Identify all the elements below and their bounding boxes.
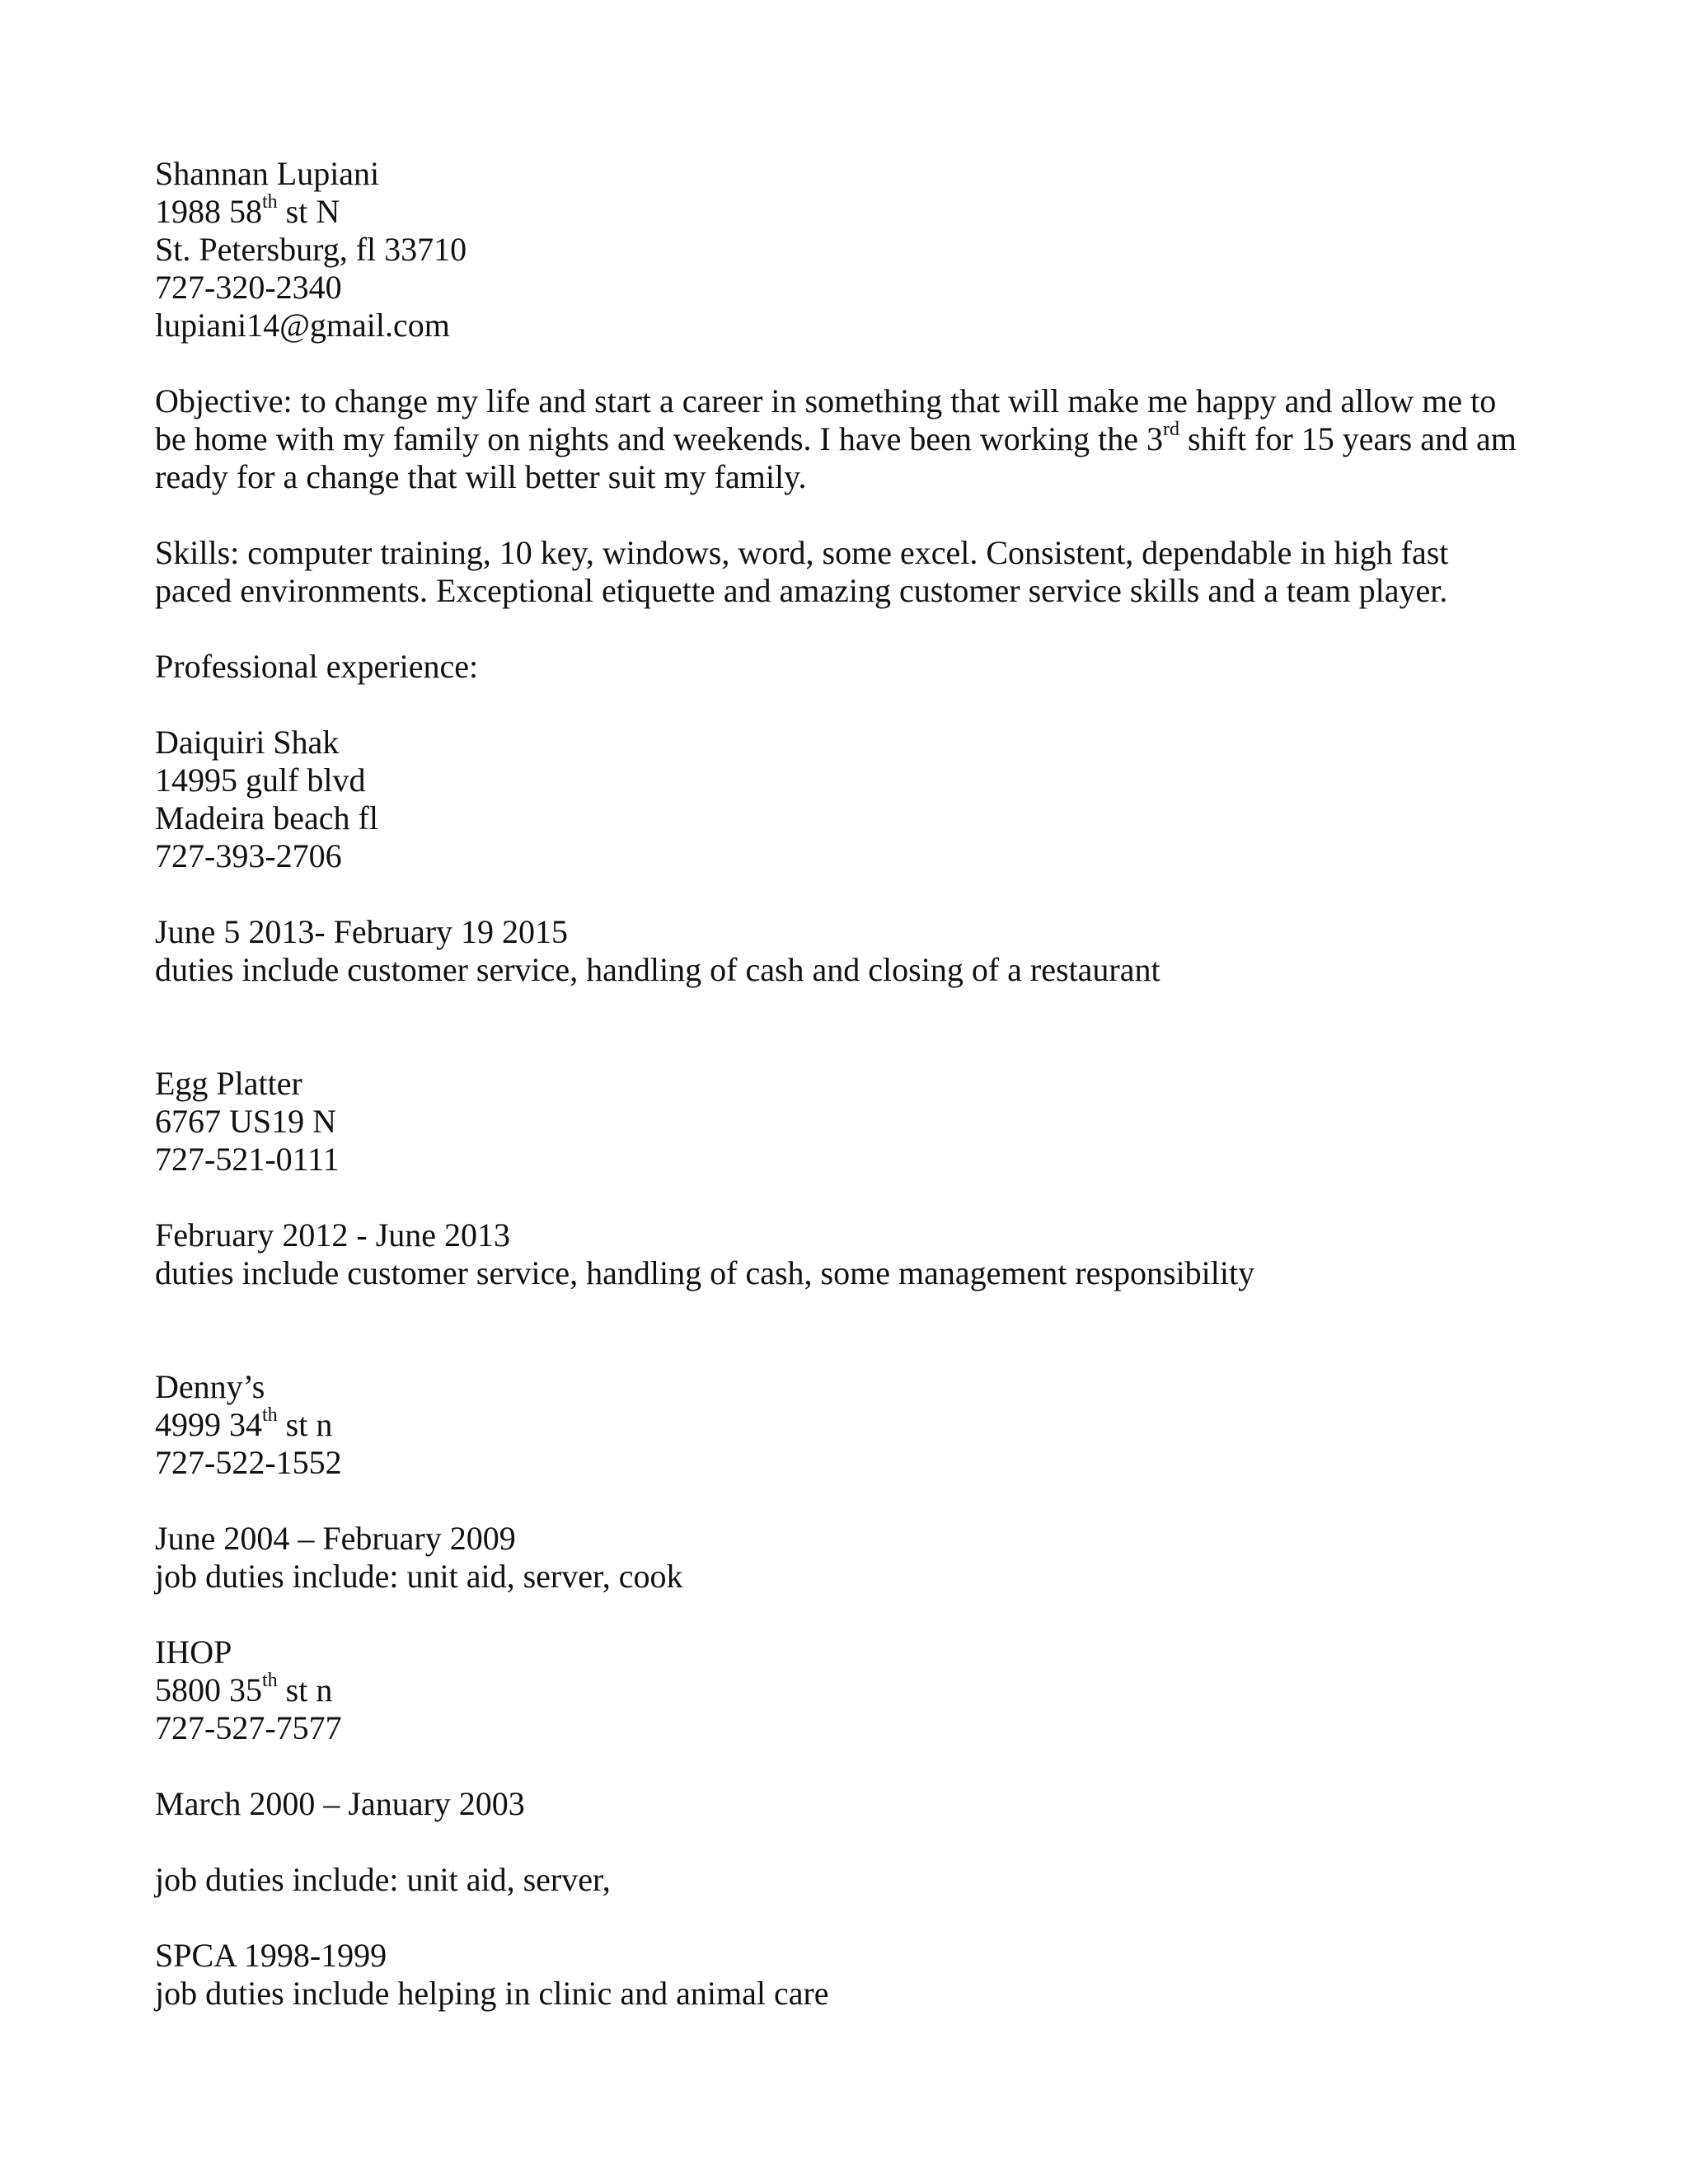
job-employer: SPCA 1998-1999 — [155, 1937, 387, 1974]
objective-line-1: Objective: to change my life and start a career in something that will make me happy and allow me to — [155, 382, 1497, 419]
job-address — [155, 1671, 1556, 1709]
resume-content — [155, 155, 1556, 2013]
job-dates: March 2000 – January 2003 — [155, 1785, 525, 1822]
job-phone: 727-393-2706 — [155, 837, 342, 874]
job-duties: job duties include: unit aid, server, cook — [155, 1558, 683, 1595]
job-dates: June 2004 – February 2009 — [155, 1520, 516, 1557]
contact-email: lupiani14@gmail.com — [155, 307, 450, 344]
objective-ordinal: rd — [1163, 418, 1180, 440]
objective-line-2 — [155, 420, 1556, 458]
job-entry — [155, 1633, 1556, 1899]
skills-line-1: Skills: computer training, 10 key, windows, word, some excel. Consistent, dependable in high fast — [155, 534, 1449, 571]
job-address: 14995 gulf blvd — [155, 762, 366, 799]
contact-phone: 727-320-2340 — [155, 269, 342, 306]
job-address-ordinal: th — [262, 1669, 278, 1691]
job-address: 6767 US19 N — [155, 1103, 337, 1140]
job-address-ordinal: th — [262, 1404, 278, 1426]
job-address — [155, 1406, 1556, 1444]
job-employer: Denny’s — [155, 1368, 265, 1405]
job-entry — [155, 1368, 1556, 1596]
contact-address-street: st N — [277, 193, 340, 230]
job-address-street: st n — [277, 1671, 333, 1708]
skills-line-2: paced environments. Exceptional etiquette and amazing customer service skills and a team player. — [155, 572, 1448, 609]
objective-section — [155, 382, 1556, 496]
job-address-number: 4999 34 — [155, 1406, 262, 1443]
job-employer: Egg Platter — [155, 1065, 302, 1102]
job-dates: February 2012 - June 2013 — [155, 1216, 511, 1254]
job-employer: Daiquiri Shak — [155, 724, 340, 761]
contact-address-ordinal: th — [262, 190, 278, 213]
job-dates: June 5 2013- February 19 2015 — [155, 913, 569, 950]
job-duties: duties include customer service, handling of cash, some management responsibility — [155, 1254, 1255, 1291]
job-duties: job duties include: unit aid, server, — [155, 1861, 611, 1898]
job-duties: duties include customer service, handling of cash and closing of a restaurant — [155, 951, 1160, 988]
experience-heading: Professional experience: — [155, 648, 479, 685]
job-duties: job duties include helping in clinic and animal care — [155, 1975, 829, 2012]
job-entry — [155, 1937, 1556, 2013]
job-employer: IHOP — [155, 1633, 232, 1671]
objective-line-2-end: shift for 15 years and am — [1179, 420, 1517, 457]
job-phone: 727-522-1552 — [155, 1444, 342, 1481]
job-entry — [155, 1065, 1556, 1292]
job-entry — [155, 724, 1556, 989]
job-address-number: 5800 35 — [155, 1671, 262, 1708]
job-phone: 727-521-0111 — [155, 1141, 340, 1178]
job-city: Madeira beach fl — [155, 799, 378, 837]
objective-line-2-start: be home with my family on nights and weekends. I have been working the 3 — [155, 420, 1164, 457]
contact-name: Shannan Lupiani — [155, 155, 380, 192]
contact-block — [155, 155, 1556, 344]
contact-address — [155, 190, 1556, 231]
job-phone: 727-527-7577 — [155, 1709, 342, 1746]
contact-address-number: 1988 58 — [155, 193, 262, 230]
skills-section — [155, 534, 1556, 610]
objective-line-3: ready for a change that will better suit my family. — [155, 458, 807, 495]
contact-city: St. Petersburg, fl 33710 — [155, 231, 467, 268]
job-address-street: st n — [277, 1406, 333, 1443]
